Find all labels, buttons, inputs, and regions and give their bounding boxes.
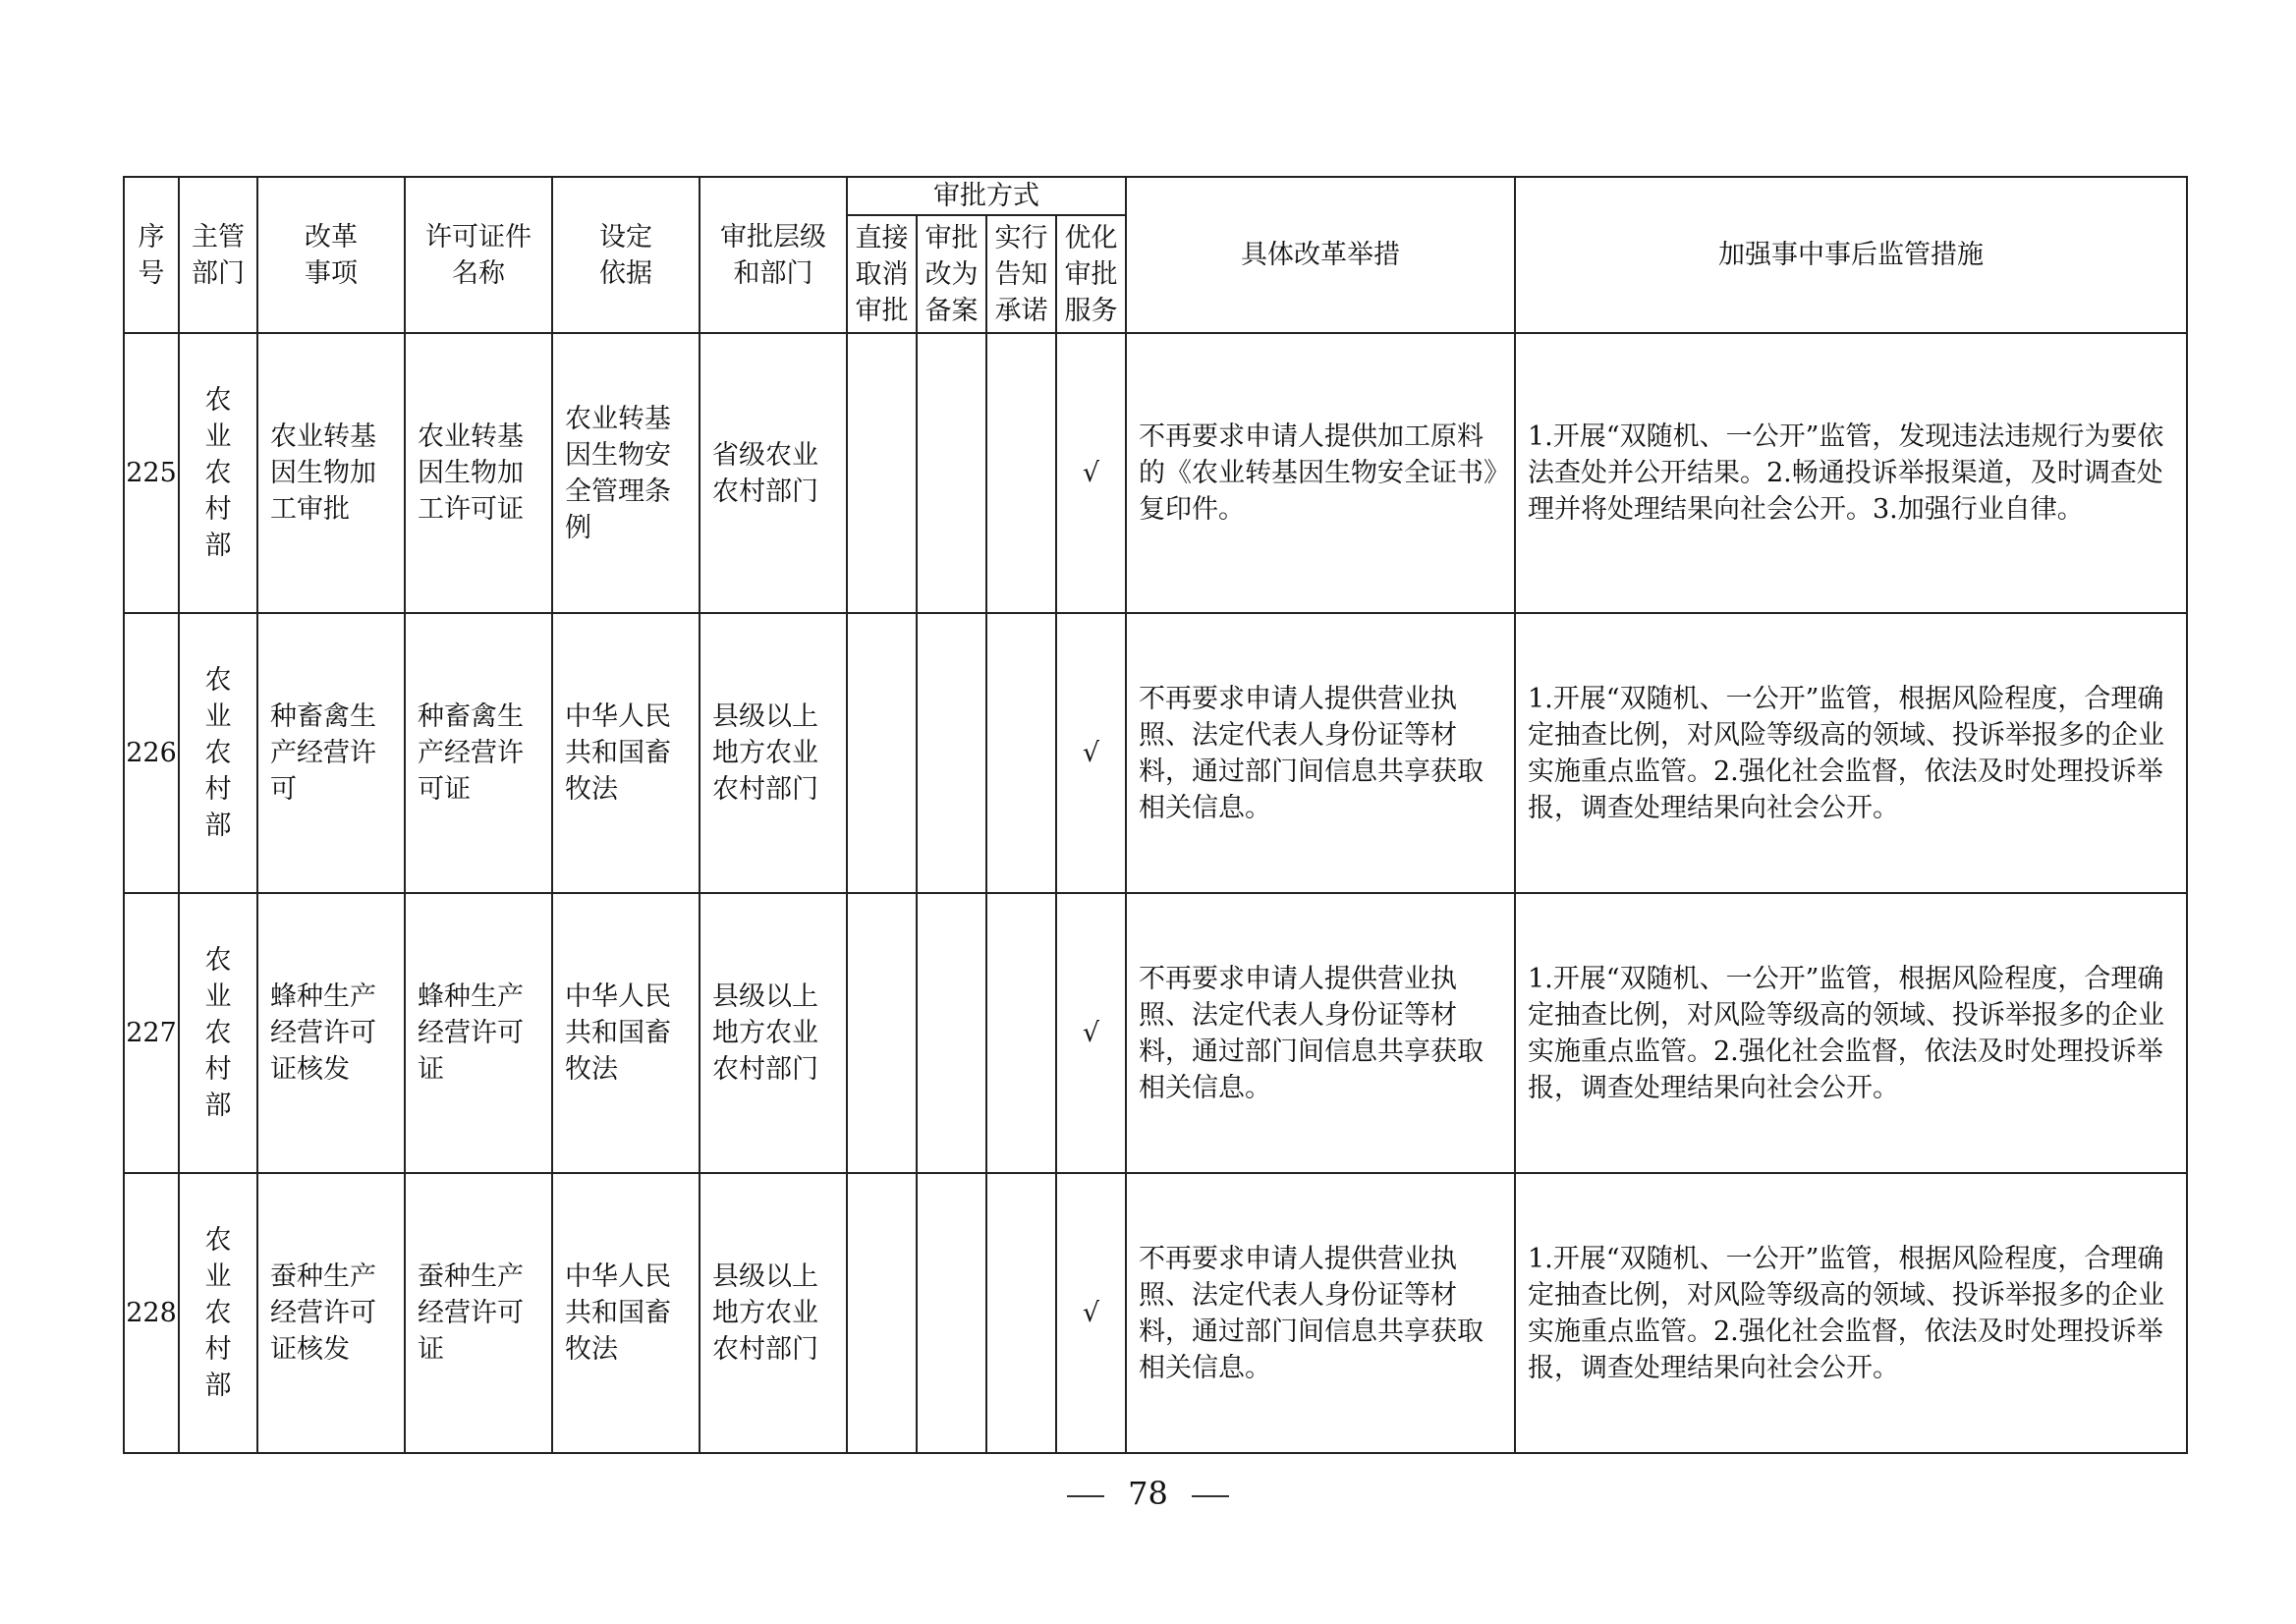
header-method-group: 审批方式 <box>847 177 1126 215</box>
cell-item: 农业转基因生物加工审批 <box>257 333 405 613</box>
cell-notify <box>986 893 1056 1173</box>
cell-basis: 农业转基因生物安全管理条例 <box>552 333 700 613</box>
cell-optimize-check: √ <box>1056 613 1126 893</box>
cell-license: 农业转基因生物加工许可证 <box>405 333 552 613</box>
cell-basis: 中华人民共和国畜牧法 <box>552 613 700 893</box>
page-footer <box>0 1474 2296 1513</box>
page-number: 78 <box>1128 1475 1168 1512</box>
footer-dash-right <box>1192 1495 1229 1497</box>
cell-seq: 227 <box>124 893 179 1173</box>
table-row <box>124 1173 2187 1453</box>
cell-record <box>917 893 986 1173</box>
cell-basis: 中华人民共和国畜牧法 <box>552 893 700 1173</box>
cell-level: 县级以上地方农业农村部门 <box>700 893 847 1173</box>
header-seq: 序号 <box>124 177 179 333</box>
table-row <box>124 613 2187 893</box>
cell-measures: 不再要求申请人提供营业执照、法定代表人身份证等材料，通过部门间信息共享获取相关信息。 <box>1126 1173 1515 1453</box>
cell-license: 种畜禽生产经营许可证 <box>405 613 552 893</box>
cell-cancel <box>847 893 917 1173</box>
cell-cancel <box>847 613 917 893</box>
table-row <box>124 893 2187 1173</box>
cell-dept: 农业农村部 <box>179 333 257 613</box>
cell-seq: 226 <box>124 613 179 893</box>
table-header <box>124 177 2187 333</box>
cell-level: 省级农业农村部门 <box>700 333 847 613</box>
cell-dept: 农业农村部 <box>179 613 257 893</box>
header-method-notify: 实行告知承诺 <box>986 215 1056 333</box>
cell-supervision: 1.开展“双随机、一公开”监管，根据风险程度，合理确定抽查比例，对风险等级高的领域、投诉举报多的企业实施重点监管。2.强化社会监督，依法及时处理投诉举报，调查处理结果向社会公开。 <box>1515 613 2187 893</box>
cell-item: 蚕种生产经营许可证核发 <box>257 1173 405 1453</box>
header-method-cancel: 直接取消审批 <box>847 215 917 333</box>
cell-supervision: 1.开展“双随机、一公开”监管，根据风险程度，合理确定抽查比例，对风险等级高的领域、投诉举报多的企业实施重点监管。2.强化社会监督，依法及时处理投诉举报，调查处理结果向社会公开。 <box>1515 893 2187 1173</box>
cell-cancel <box>847 333 917 613</box>
cell-record <box>917 613 986 893</box>
header-basis: 设定依据 <box>552 177 700 333</box>
cell-seq: 228 <box>124 1173 179 1453</box>
header-supervision: 加强事中事后监管措施 <box>1515 177 2187 333</box>
cell-notify <box>986 613 1056 893</box>
header-method-optimize: 优化审批服务 <box>1056 215 1126 333</box>
header-level: 审批层级和部门 <box>700 177 847 333</box>
cell-notify <box>986 333 1056 613</box>
cell-supervision: 1.开展“双随机、一公开”监管，根据风险程度，合理确定抽查比例，对风险等级高的领域、投诉举报多的企业实施重点监管。2.强化社会监督，依法及时处理投诉举报，调查处理结果向社会公开。 <box>1515 1173 2187 1453</box>
cell-supervision: 1.开展“双随机、一公开”监管，发现违法违规行为要依法查处并公开结果。2.畅通投诉举报渠道，及时调查处理并将处理结果向社会公开。3.加强行业自律。 <box>1515 333 2187 613</box>
cell-item: 蜂种生产经营许可证核发 <box>257 893 405 1173</box>
cell-dept: 农业农村部 <box>179 893 257 1173</box>
cell-basis: 中华人民共和国畜牧法 <box>552 1173 700 1453</box>
header-item: 改革事项 <box>257 177 405 333</box>
cell-item: 种畜禽生产经营许可 <box>257 613 405 893</box>
footer-dash-left <box>1067 1495 1104 1497</box>
cell-level: 县级以上地方农业农村部门 <box>700 613 847 893</box>
cell-record <box>917 1173 986 1453</box>
cell-level: 县级以上地方农业农村部门 <box>700 1173 847 1453</box>
cell-measures: 不再要求申请人提供营业执照、法定代表人身份证等材料，通过部门间信息共享获取相关信息。 <box>1126 893 1515 1173</box>
cell-license: 蚕种生产经营许可证 <box>405 1173 552 1453</box>
cell-dept: 农业农村部 <box>179 1173 257 1453</box>
cell-measures: 不再要求申请人提供加工原料的《农业转基因生物安全证书》复印件。 <box>1126 333 1515 613</box>
cell-optimize-check: √ <box>1056 893 1126 1173</box>
cell-license: 蜂种生产经营许可证 <box>405 893 552 1173</box>
cell-record <box>917 333 986 613</box>
cell-measures: 不再要求申请人提供营业执照、法定代表人身份证等材料，通过部门间信息共享获取相关信息。 <box>1126 613 1515 893</box>
header-method-record: 审批改为备案 <box>917 215 986 333</box>
cell-notify <box>986 1173 1056 1453</box>
header-measures: 具体改革举措 <box>1126 177 1515 333</box>
table-row <box>124 333 2187 613</box>
reform-table <box>123 176 2188 1454</box>
header-dept: 主管部门 <box>179 177 257 333</box>
cell-seq: 225 <box>124 333 179 613</box>
cell-optimize-check: √ <box>1056 333 1126 613</box>
cell-optimize-check: √ <box>1056 1173 1126 1453</box>
cell-cancel <box>847 1173 917 1453</box>
header-license: 许可证件名称 <box>405 177 552 333</box>
